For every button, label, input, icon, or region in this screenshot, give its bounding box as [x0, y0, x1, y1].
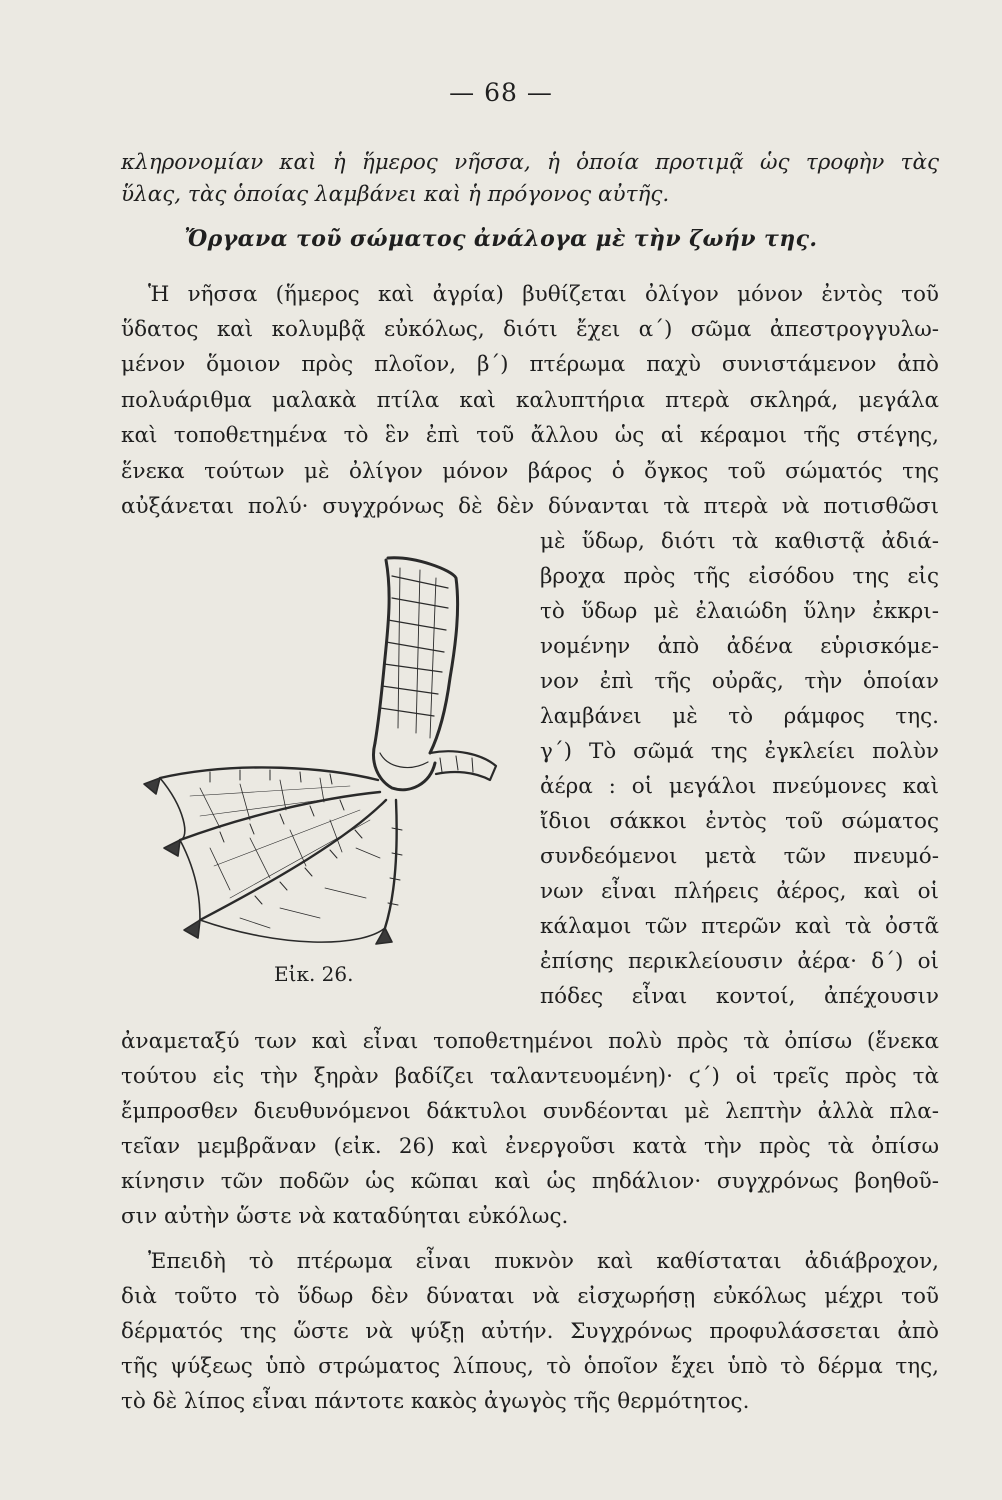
paragraph-line: καὶ τοποθετημένα τὸ ἓν ἐπὶ τοῦ ἄλλου ὡς αἱ κέραμοι τῆς στέγης,	[121, 423, 939, 448]
paragraph-line: Ἐπειδὴ τὸ πτέρωμα εἶναι πυκνὸν καὶ καθίσταται ἀδιάβροχον,	[148, 1249, 939, 1274]
paragraph-line: νομένην ἀπὸ ἀδένα εὑρισκόμε-	[540, 634, 939, 659]
paragraph-line: τῆς ψύξεως ὑπὸ στρώματος λίπους, τὸ ὁποῖον ἔχει ὑπὸ τὸ δέρμα της,	[121, 1354, 939, 1379]
paragraph-line: ἀέρα : οἱ μεγάλοι πνεύμονες καὶ	[540, 774, 939, 799]
paragraph-line: τὸ ὕδωρ μὲ ἐλαιώδη ὕλην ἐκκρι-	[540, 599, 939, 624]
paragraph-line: νων εἶναι πλήρεις ἀέρος, καὶ οἱ	[540, 879, 939, 904]
paragraph-line: βροχα πρὸς τῆς εἰσόδου της εἰς	[540, 564, 939, 589]
figure-caption: Εἰκ. 26.	[274, 962, 354, 986]
paragraph-line: νον ἐπὶ τῆς οὐρᾶς, τὴν ὁποίαν	[540, 669, 939, 694]
paragraph-line: λαμβάνει μὲ τὸ ράμφος της.	[540, 704, 939, 729]
intro-line: κληρονομίαν καὶ ἡ ἥμερος νῆσσα, ἡ ὁποία προτιμᾷ ὡς τροφὴν τὰς	[121, 150, 939, 175]
paragraph-line: συνδεόμενοι μετὰ τῶν πνευμό-	[540, 844, 939, 869]
paragraph-line: ἀναμεταξύ των καὶ εἶναι τοποθετημένοι πολὺ πρὸς τὰ ὀπίσω (ἕνεκα	[121, 1029, 939, 1054]
paragraph-line: κάλαμοι τῶν πτερῶν καὶ τὰ ὀστᾶ	[540, 914, 939, 939]
paragraph-line: τούτου εἰς τὴν ξηρὰν βαδίζει ταλαντευομένη)· ϛ΄) οἱ τρεῖς πρὸς τὰ	[121, 1064, 939, 1089]
paragraph-line: ἔμπροσθεν διευθυνόμενοι δάκτυλοι συνδέονται μὲ λεπτὴν ἀλλὰ πλα-	[121, 1099, 939, 1124]
paragraph-line: Ἡ νῆσσα (ἥμερος καὶ ἀγρία) βυθίζεται ὀλίγον μόνον ἐντὸς τοῦ	[148, 282, 939, 307]
paragraph-line: ἐπίσης περικλείουσιν ἀέρα· δ΄) οἱ	[540, 949, 939, 974]
paragraph-line: ἴδιοι σάκκοι ἐντὸς τοῦ σώματος	[540, 809, 939, 834]
paragraph-line: τὸ δὲ λίπος εἶναι πάντοτε κακὸς ἀγωγὸς τῆς θερμότητος.	[121, 1389, 750, 1414]
paragraph-line: ὕδατος καὶ κολυμβᾷ εὐκόλως, διότι ἔχει α΄) σῶμα ἀπεστρογγυλω-	[121, 317, 939, 342]
paragraph-line: αὐξάνεται πολύ· συγχρόνως δὲ δὲν δύνανται τὰ πτερὰ νὰ ποτισθῶσι	[121, 494, 939, 519]
paragraph-line: μένον ὅμοιον πρὸς πλοῖον, β΄) πτέρωμα παχὺ συνιστάμενον ἀπὸ	[121, 352, 939, 377]
section-heading: Ὄργανα τοῦ σώματος ἀνάλογα μὲ τὴν ζωήν της.	[184, 226, 818, 252]
paragraph-line: διὰ τοῦτο τὸ ὕδωρ δὲν δύναται νὰ εἰσχωρήσῃ εὐκόλως μέχρι τοῦ	[121, 1284, 939, 1309]
paragraph-line: γ΄) Τὸ σῶμά της ἐγκλείει πολὺν	[540, 739, 939, 764]
paragraph-line: κίνησιν τῶν ποδῶν ὡς κῶπαι καὶ ὡς πηδάλιον· συγχρόνως βοηθοῦ-	[121, 1169, 939, 1194]
intro-line: ὕλας, τὰς ὁποίας λαμβάνει καὶ ἡ πρόγονος αὐτῆς.	[121, 182, 670, 207]
paragraph-line: ἕνεκα τούτων μὲ ὀλίγον μόνον βάρος ὁ ὄγκος τοῦ σώματός της	[121, 459, 939, 484]
paragraph-line: πόδες εἶναι κοντοί, ἀπέχουσιν	[540, 984, 939, 1009]
paragraph-line: σιν αὐτὴν ὥστε νὰ καταδύηται εὐκόλως.	[121, 1204, 569, 1229]
paragraph-line: πολυάριθμα μαλακὰ πτίλα καὶ καλυπτήρια πτερὰ σκληρά, μεγάλα	[121, 388, 939, 413]
page-number: — 68 —	[449, 78, 553, 107]
paragraph-line: μὲ ὕδωρ, διότι τὰ καθιστᾷ ἀδιά-	[540, 529, 939, 554]
duck-foot-illustration	[130, 548, 530, 968]
paragraph-line: δέρματός της ὥστε νὰ ψύξῃ αὐτήν. Συγχρόνως προφυλάσσεται ἀπὸ	[121, 1319, 939, 1344]
paragraph-line: τεῖαν μεμβρᾶναν (εἰκ. 26) καὶ ἐνεργοῦσι κατὰ τὴν πρὸς τὰ ὀπίσω	[121, 1134, 939, 1159]
